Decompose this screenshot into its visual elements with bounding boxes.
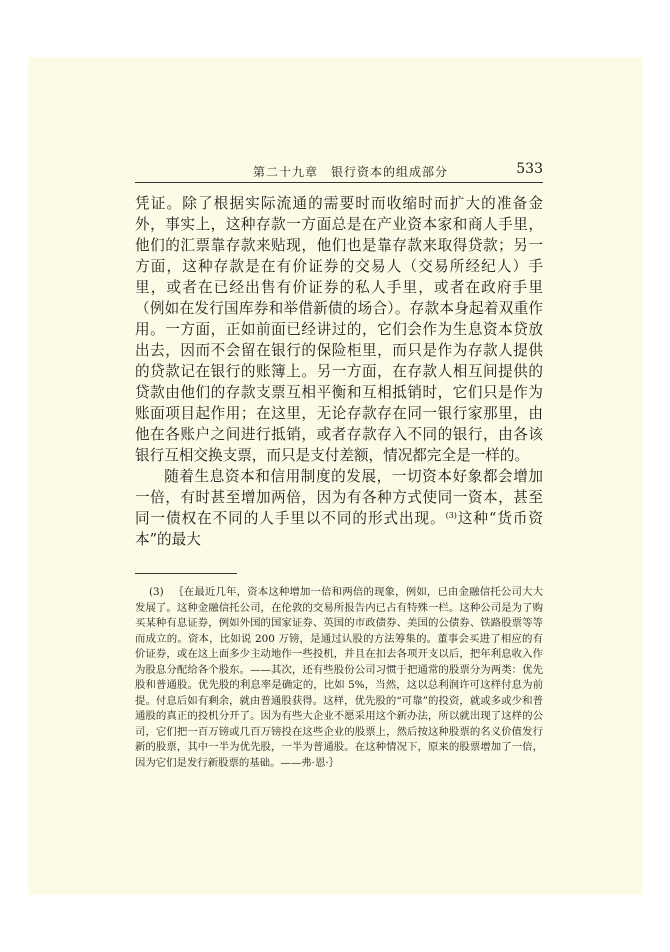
footnote-text: ｛在最近几年，资本这种增加一倍和两倍的现象，例如，已由金融信托公司大大发展了。这种金融信托公司，在伦敦的交易所报告内已占有特殊一栏。这种公司是为了购买某种有息证券，例如外国的国家证券、英国的市政债券、美国的公债券、铁路股票等等而成立的。资本，比如说 200 万镑，是通过认股的方法筹集的。董事会买进了相应的有价证券，或在这上面多少主动地作一些投机，并且在扣去各项开支以后，把年利息收入作为股息分配给各个股东。——其次，还有些股份公司习惯于把通常的股票分为两类：优先股和普通股。优先股的利息率是确定的，比如 5%，当然，这以总利润许可这样付息为前提。付息后如有剩余，就由普通股获得。这样，优先股的“可靠”的投资，就或多或少和普通股的真正的投机分开了。因为有些大企业不愿采用这个新办法，所以就出现了这样的公司，它们把一百万镑或几百万镑投在这些企业的股票上，然后按这种股票的名义价值发行新的股票，其中一半为优先股，一半为普通股。在这种情况下，原来的股票增加了一倍，因为它们是发行新股票的基础。——弗·恩·｝: [135, 586, 543, 769]
paragraph-text: 随着生息资本和信用制度的发展，一切资本好象都会增加一倍，有时甚至增加两倍，因为有各种方式使同一资本，甚至同一债权在不同的人手里以不同的形式出现。: [135, 468, 543, 527]
footnote-mark: (3): [149, 586, 164, 598]
chapter-title: 第二十九章 银行资本的组成部分: [253, 165, 449, 179]
footnote-paragraph: [135, 585, 543, 771]
paragraph-text-end: 这种“货币资本”的最大: [135, 510, 543, 548]
paragraph: 凭证。除了根据实际流通的需要时而收缩时而扩大的准备金外，事实上，这种存款一方面总是在产业资本家和商人手里，他们的汇票靠存款来贴现，他们也是靠存款来取得贷款；另一方面，这种存款是在有价证券的交易人（交易所经纪人）手里，或者在已经出售有价证券的私人手里，或者在政府手里（例如在发行国库券和举借新债的场合）。存款本身起着双重作用。一方面，正如前面已经讲过的，它们会作为生息资本贷放出去，因而不会留在银行的保险柜里，而只是作为存款人提供的贷款记在银行的账簿上。另一方面，在存款人相互间提供的贷款由他们的存款支票互相平衡和互相抵销时，它们只是作为账面项目起作用；在这里，无论存款存在同一银行家那里，由他在各账户之间进行抵销，或者存款存入不同的银行，由各该银行互相交换支票，而只是支付差额，情况都完全是一样的。: [135, 195, 543, 464]
footnote-reference[interactable]: (3): [445, 511, 457, 520]
footnote-divider: [135, 573, 237, 574]
page-number: 533: [516, 161, 543, 177]
footnote: [135, 585, 543, 771]
main-text: [135, 193, 543, 550]
running-header: [135, 160, 543, 183]
paragraph: [135, 466, 543, 550]
